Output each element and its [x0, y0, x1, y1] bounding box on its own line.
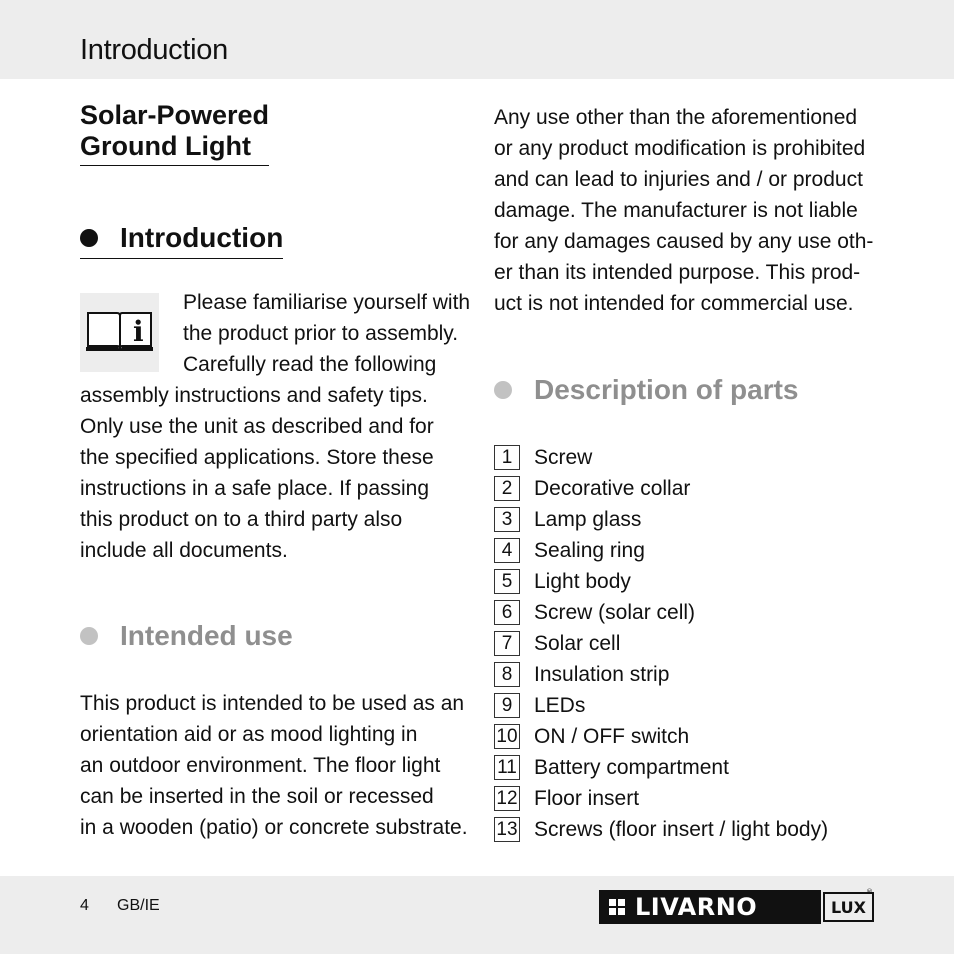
intro-text-bottom [80, 380, 465, 566]
intro-line: Only use the unit as described and for [80, 415, 434, 438]
part-label: Solar cell [534, 631, 621, 655]
part-label: Battery compartment [534, 755, 729, 779]
document-title-line1: Solar-Powered [80, 100, 270, 130]
logo-registered-mark: ® [866, 888, 873, 896]
part-row [494, 721, 884, 752]
part-row [494, 535, 884, 566]
part-number: 13 [494, 817, 520, 842]
use-line: and can lead to injuries and / or product [494, 168, 863, 191]
logo-wordmark: LIVARNO [635, 893, 758, 921]
part-row [494, 783, 884, 814]
part-label: Floor insert [534, 786, 640, 810]
intended-use-text [80, 688, 470, 843]
intro-text-top [183, 287, 473, 380]
part-number: 10 [494, 724, 520, 749]
part-row [494, 504, 884, 535]
use-line: Any use other than the aforementioned [494, 106, 858, 129]
part-label: Light body [534, 569, 631, 593]
intro-line: the product prior to assembly. [183, 322, 459, 345]
part-number: 5 [494, 569, 520, 594]
intro-heading [80, 222, 283, 259]
part-number: 9 [494, 693, 520, 718]
part-label: Insulation strip [534, 662, 670, 686]
intended-line: an outdoor environment. The floor light [80, 754, 441, 777]
parts-list [494, 442, 884, 845]
intended-use-heading-text: Intended use [120, 620, 293, 651]
logo-lux [823, 888, 874, 922]
bullet-icon [80, 627, 98, 645]
parts-heading-wrap [494, 374, 798, 406]
bullet-icon [494, 381, 512, 399]
part-number: 8 [494, 662, 520, 687]
intro-line: Carefully read the following [183, 353, 437, 376]
part-number: 3 [494, 507, 520, 532]
document-title-line2: Ground Light [80, 131, 251, 161]
use-line: er than its intended purpose. This prod- [494, 261, 861, 284]
intended-use-heading [80, 620, 293, 652]
info-book-icon [80, 293, 159, 372]
intended-line: can be inserted in the soil or recessed [80, 785, 434, 808]
description-of-parts-heading-text: Description of parts [534, 374, 799, 405]
use-line: uct is not intended for commercial use. [494, 292, 854, 315]
logo-main [599, 890, 821, 924]
page-header-title: Introduction [80, 34, 228, 66]
part-row [494, 659, 884, 690]
intended-heading-wrap [80, 620, 293, 652]
part-label: Screw (solar cell) [534, 600, 696, 624]
part-row [494, 473, 884, 504]
intended-line: in a wooden (patio) or concrete substrate. [80, 816, 468, 839]
part-label: Screw [534, 445, 593, 469]
part-number: 4 [494, 538, 520, 563]
intro-line: assembly instructions and safety tips. [80, 384, 428, 407]
part-row [494, 442, 884, 473]
logo-lux-text: LUX [831, 897, 866, 917]
part-label: Decorative collar [534, 476, 691, 500]
intro-line: include all documents. [80, 539, 288, 562]
part-row [494, 628, 884, 659]
part-number: 7 [494, 631, 520, 656]
logo-squares-icon [609, 899, 625, 915]
part-number: 1 [494, 445, 520, 470]
left-column [80, 100, 471, 839]
part-label: Lamp glass [534, 507, 642, 531]
page-number: 4 [80, 897, 89, 914]
intro-line: Please familiarise yourself with [183, 291, 471, 314]
use-line: for any damages caused by any use oth- [494, 230, 874, 253]
intro-heading-wrap [80, 222, 283, 259]
use-line: damage. The manufacturer is not liable [494, 199, 858, 222]
intended-line: This product is intended to be used as an [80, 692, 465, 715]
part-row [494, 597, 884, 628]
svg-text:i: i [133, 315, 144, 348]
locale-label: GB/IE [117, 897, 160, 914]
part-number: 11 [494, 755, 520, 780]
use-text [494, 102, 884, 319]
part-number: 2 [494, 476, 520, 501]
part-number: 12 [494, 786, 520, 811]
document-title [80, 100, 269, 166]
intro-line: the specified applications. Store these [80, 446, 434, 469]
brand-logo [599, 890, 876, 924]
intended-line: orientation aid or as mood lighting in [80, 723, 418, 746]
intro-line: this product on to a third party also [80, 508, 403, 531]
part-label: Sealing ring [534, 538, 645, 562]
intro-heading-text: Introduction [120, 222, 284, 253]
part-label: ON / OFF switch [534, 724, 690, 748]
part-label: Screws (floor insert / light body) [534, 817, 829, 841]
use-line: or any product modification is prohibited [494, 137, 866, 160]
part-label: LEDs [534, 693, 586, 717]
part-row [494, 566, 884, 597]
description-of-parts-heading [494, 374, 798, 406]
part-row [494, 752, 884, 783]
right-column [494, 102, 884, 841]
part-row [494, 814, 884, 845]
part-row [494, 690, 884, 721]
bullet-icon [80, 229, 98, 247]
part-number: 6 [494, 600, 520, 625]
intro-line: instructions in a safe place. If passing [80, 477, 430, 500]
